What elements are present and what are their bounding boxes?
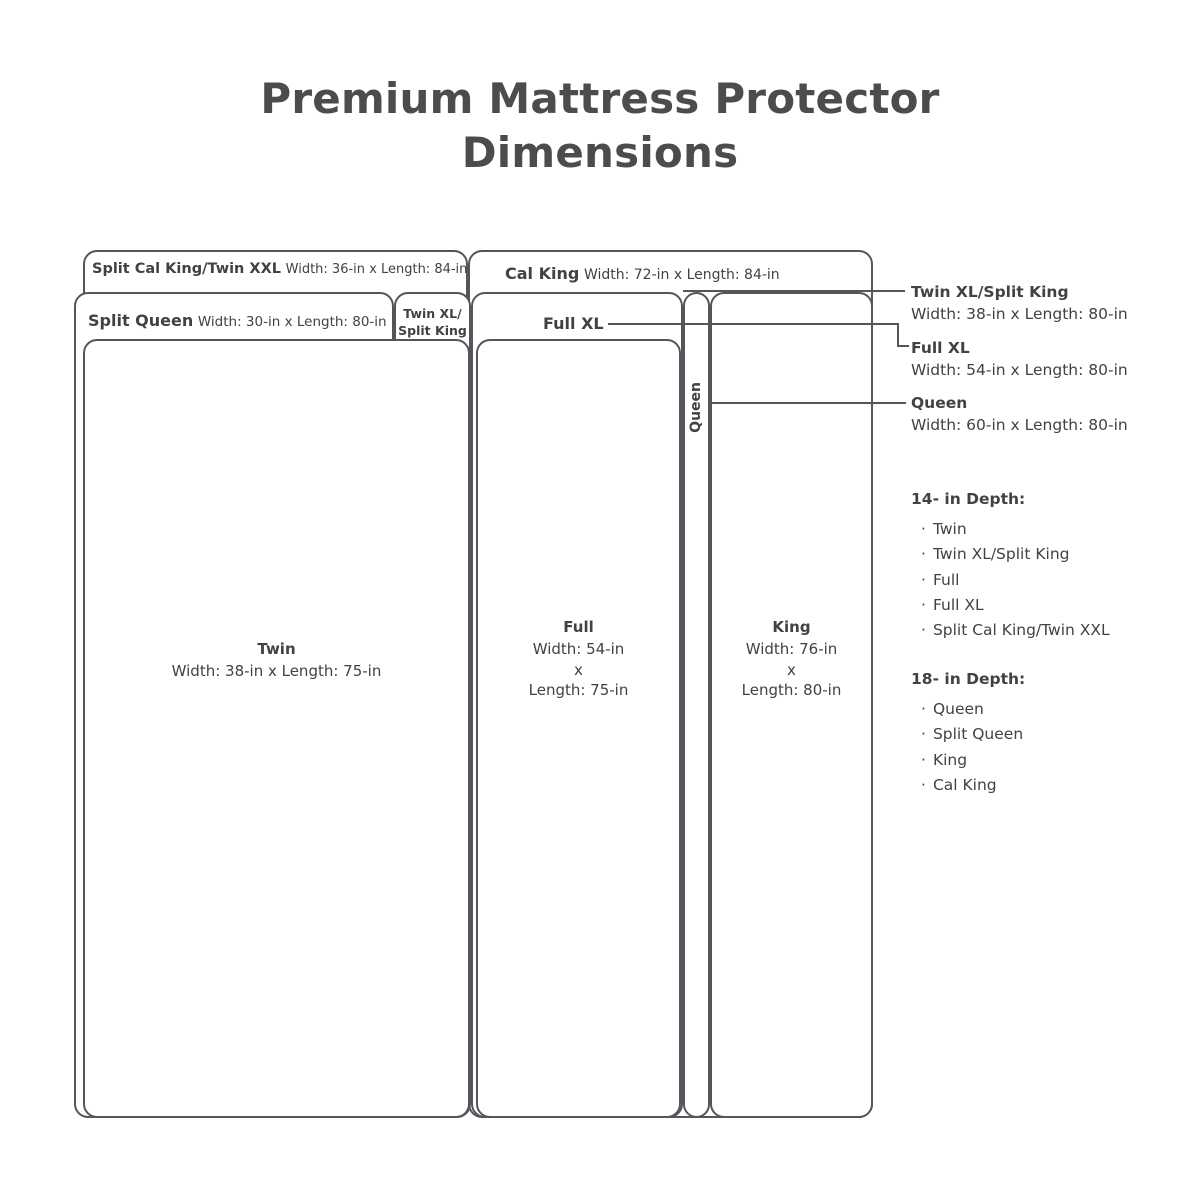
callout-full-xl	[911, 337, 1128, 381]
list-item: · Twin XL/Split King	[921, 542, 1110, 567]
callout-2-dims: Width: 60-in x Length: 80-in	[911, 416, 1128, 434]
leader-full-xl-vertical	[897, 323, 899, 346]
leader-full-xl-tail	[897, 345, 909, 347]
list-item: · Full	[921, 568, 1110, 593]
label-twin-xl-split-king	[394, 306, 471, 340]
list-item: · King	[921, 748, 1025, 773]
label-split-cal-king-dims: Width: 36-in x Length: 84-in	[285, 262, 468, 277]
label-twin-xl-line1: Twin XL/	[403, 306, 462, 321]
depth-14-title: 14- in Depth:	[911, 490, 1026, 508]
label-full-xl-name: Full XL	[543, 314, 604, 333]
callout-twin-xl-split-king	[911, 281, 1128, 325]
label-twin-xl-line2: Split King	[398, 322, 467, 338]
leader-queen	[710, 402, 906, 404]
label-full-dims-3: Length: 75-in	[528, 680, 629, 699]
depth-14-block	[911, 490, 1110, 643]
list-item: · Split Cal King/Twin XXL	[921, 618, 1110, 643]
label-cal-king-dims: Width: 72-in x Length: 84-in	[583, 267, 780, 283]
list-item: · Full XL	[921, 593, 1110, 618]
page-title	[0, 72, 1200, 180]
label-split-queen	[88, 311, 387, 330]
bed-full	[476, 339, 681, 1118]
label-king-dims-3: Length: 80-in	[741, 680, 842, 699]
label-full	[476, 617, 681, 700]
list-item: · Split Queen	[921, 722, 1025, 747]
label-full-name: Full	[563, 618, 594, 636]
label-twin-dims: Width: 38-in x Length: 75-in	[171, 662, 382, 681]
bed-twin	[83, 339, 470, 1118]
label-king-dims-2: x	[787, 660, 796, 679]
label-king-dims-1: Width: 76-in	[745, 640, 838, 659]
list-item: · Cal King	[921, 773, 1025, 798]
callout-0-dims: Width: 38-in x Length: 80-in	[911, 305, 1128, 323]
list-item: · Queen	[921, 697, 1025, 722]
label-twin-name: Twin	[257, 640, 296, 658]
label-cal-king-name: Cal King	[505, 264, 580, 283]
label-full-dims-2: x	[574, 660, 583, 679]
title-line-2: Dimensions	[461, 127, 739, 177]
callout-1-dims: Width: 54-in x Length: 80-in	[911, 361, 1128, 379]
depth-14-list	[911, 517, 1110, 643]
depth-18-block	[911, 670, 1025, 798]
label-full-dims-1: Width: 54-in	[532, 640, 625, 659]
label-full-xl	[543, 314, 604, 333]
label-split-cal-king-name: Split Cal King/Twin XXL	[92, 261, 282, 277]
list-item: · Twin	[921, 517, 1110, 542]
label-king	[710, 617, 873, 700]
depth-18-list	[911, 697, 1025, 798]
title-line-1: Premium Mattress Protector	[260, 74, 940, 123]
bed-king	[710, 292, 873, 1118]
leader-twin-xl-split-king	[683, 290, 905, 292]
leader-full-xl-horizontal	[608, 323, 898, 325]
label-king-name: King	[772, 618, 811, 636]
label-cal-king	[505, 264, 780, 283]
callout-0-name: Twin XL/Split King	[911, 283, 1069, 301]
label-split-cal-king-twin-xxl	[92, 261, 467, 277]
depth-18-title: 18- in Depth:	[911, 670, 1026, 688]
label-queen-vertical: Queen	[688, 382, 704, 433]
callout-2-name: Queen	[911, 394, 968, 412]
label-twin	[83, 639, 470, 682]
label-split-queen-name: Split Queen	[88, 311, 194, 330]
label-split-queen-dims: Width: 30-in x Length: 80-in	[197, 314, 387, 330]
callout-queen	[911, 392, 1128, 436]
callout-1-name: Full XL	[911, 339, 970, 357]
